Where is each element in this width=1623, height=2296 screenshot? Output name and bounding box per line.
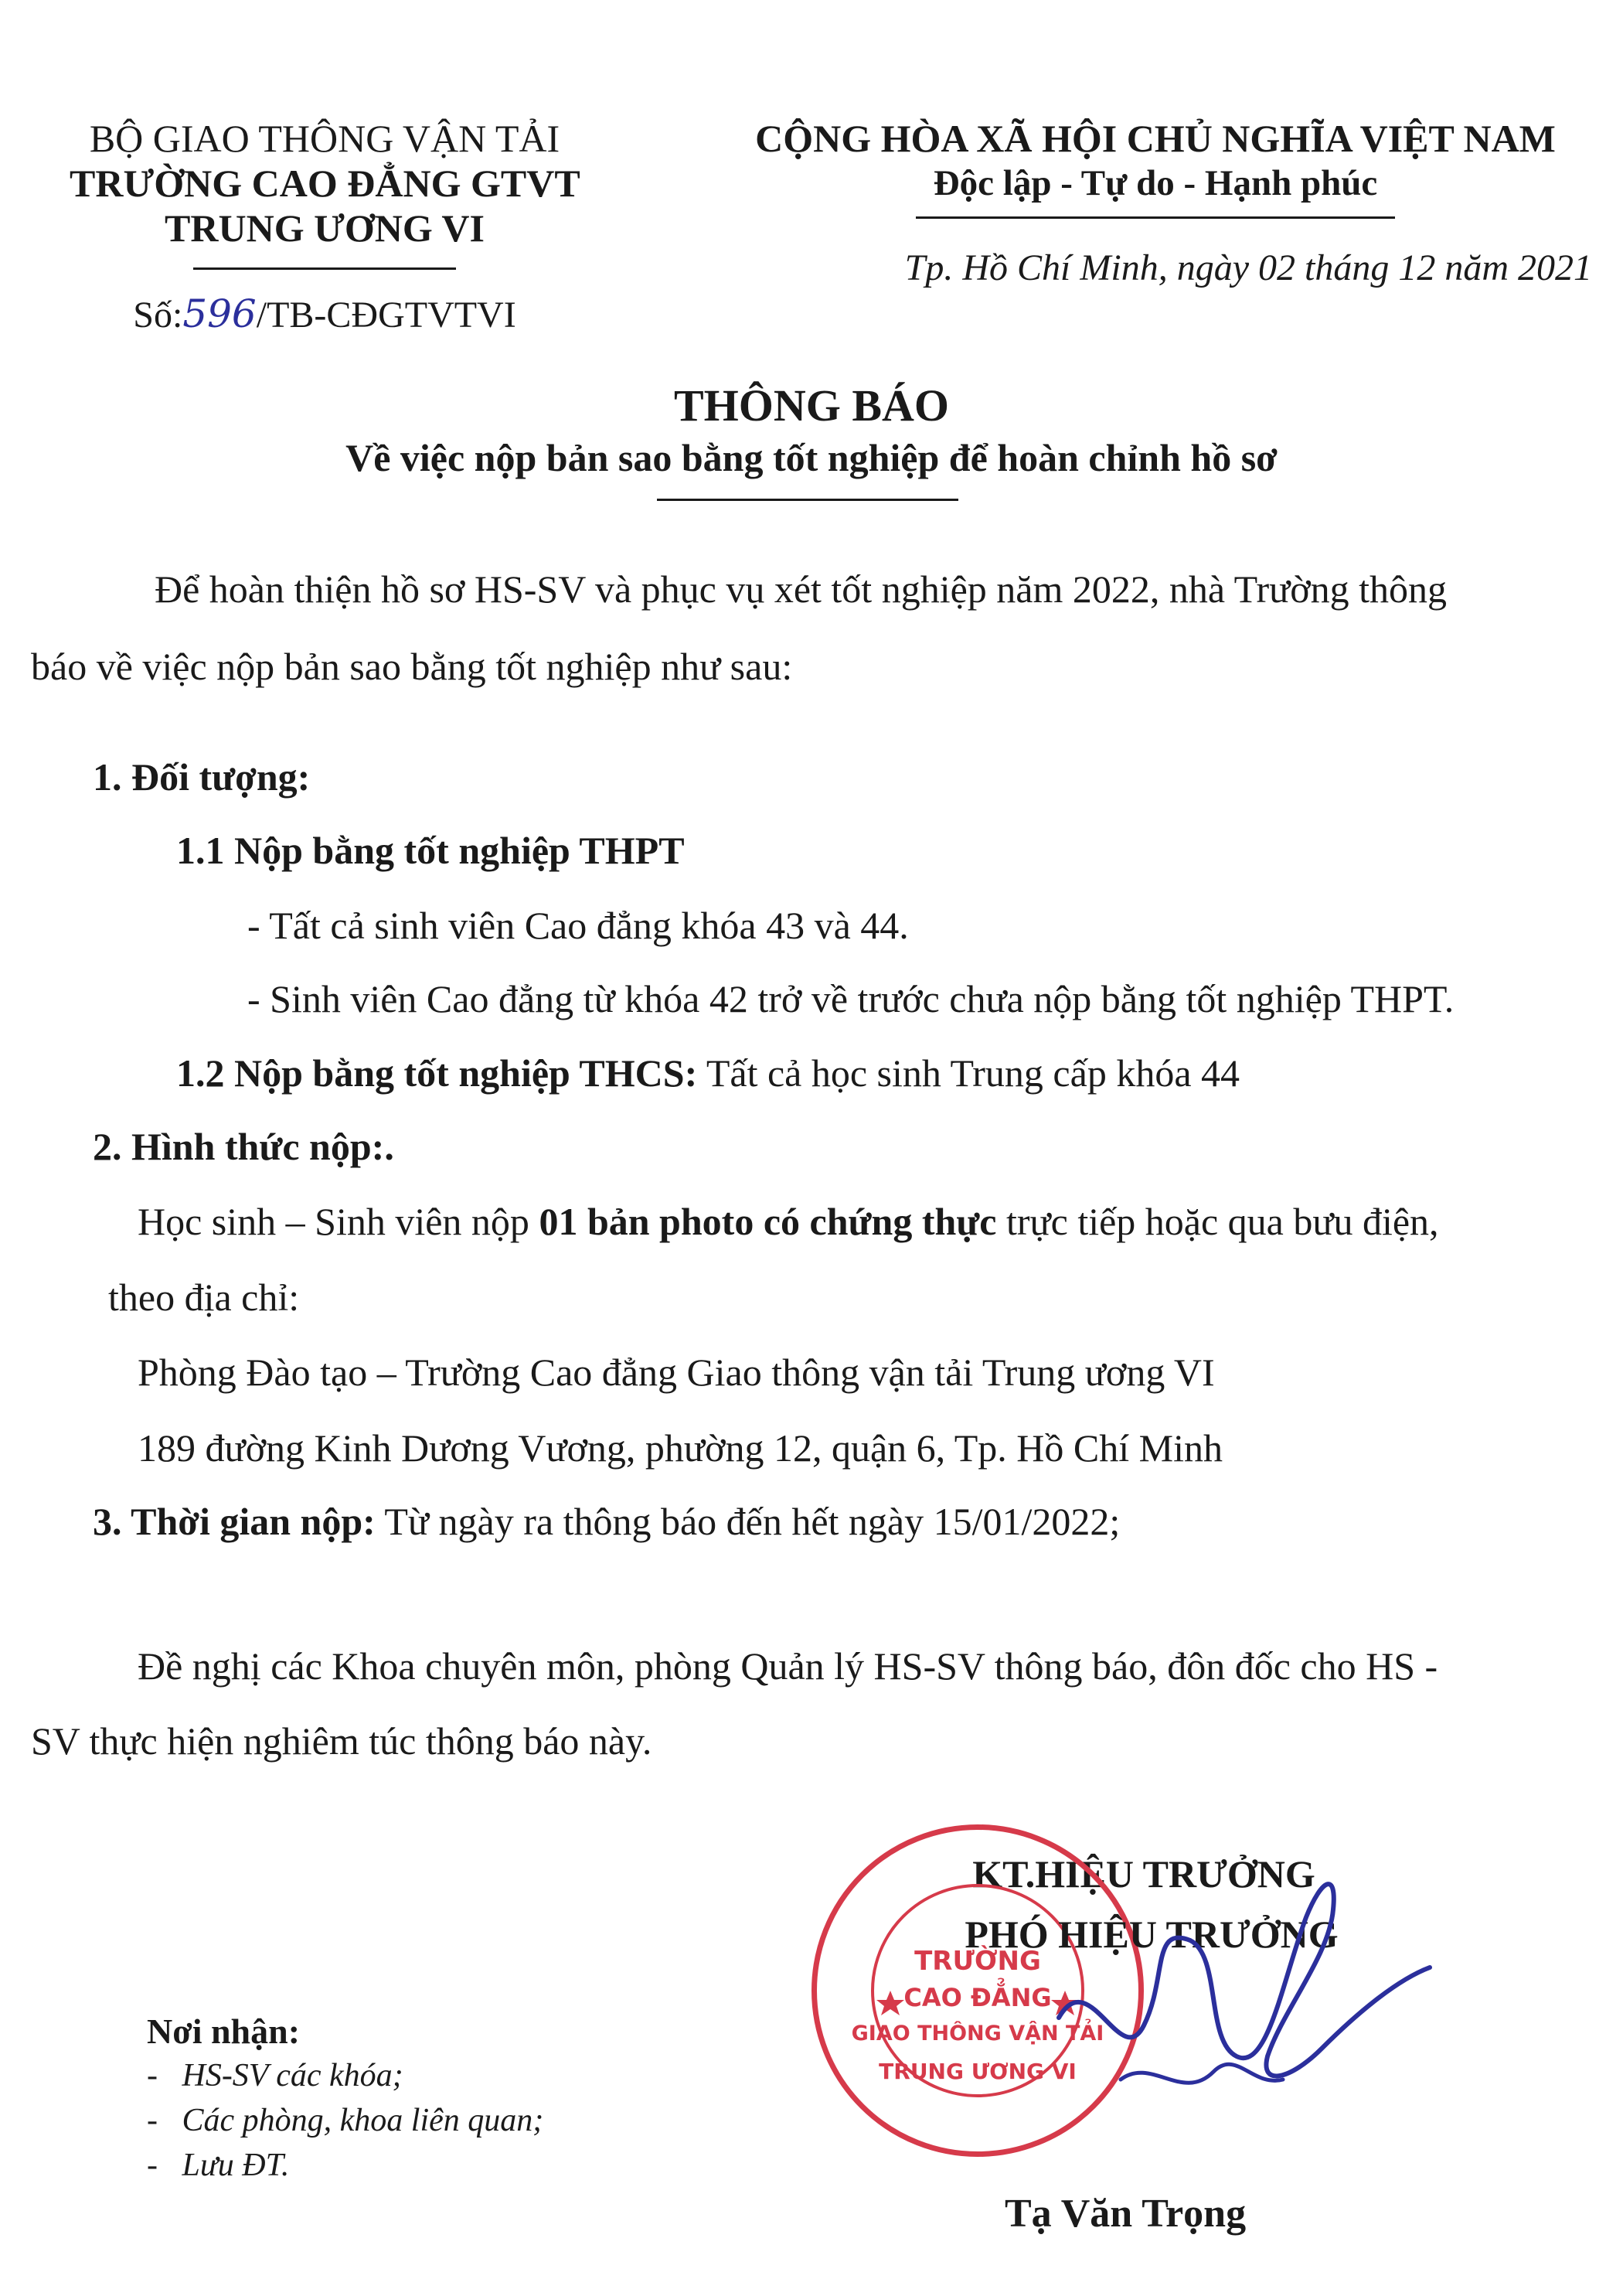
section-2-heading: 2. Hình thức nộp:. — [93, 1125, 394, 1168]
intro-line-2: báo về việc nộp bản sao bằng tốt nghiệp như sau: — [31, 645, 793, 688]
section-2-line-1-post: trực tiếp hoặc qua bưu điện, — [996, 1200, 1439, 1243]
address-line-1: Phòng Đào tạo – Trường Cao đẳng Giao thông vận tải Trung ương VI — [138, 1351, 1215, 1394]
number-suffix: /TB-CĐGTVTVI — [256, 295, 516, 336]
signature-scribble-icon — [1028, 1824, 1461, 2149]
closing-line-2: SV thực hiện nghiêm túc thông báo này. — [31, 1719, 652, 1763]
address-line-2: 189 đường Kinh Dương Vương, phường 12, quận 6, Tp. Hồ Chí Minh — [138, 1426, 1223, 1470]
intro-line-1: Để hoàn thiện hồ sơ HS-SV và phục vụ xét tốt nghiệp năm 2022, nhà Trường thông — [155, 567, 1448, 611]
stamp-text-1: TRƯỜNG — [914, 1946, 1041, 1977]
section-3-text: Từ ngày ra thông báo đến hết ngày 15/01/2022; — [375, 1500, 1121, 1543]
section-3-line — [93, 1498, 1120, 1545]
stamp-text-3: GIAO THÔNG VẬN TẢI — [851, 2022, 1104, 2046]
title-rule — [657, 499, 958, 501]
stamp-text-2: CAO ĐẲNG — [903, 1983, 1052, 2012]
section-3-heading: 3. Thời gian nộp: — [93, 1500, 376, 1543]
section-1-2-heading: 1.2 Nộp bằng tốt nghiệp THCS: — [176, 1051, 698, 1095]
recipient-item: - HS-SV các khóa; — [147, 2058, 403, 2093]
section-2-line-1-bold: 01 bản photo có chứng thực — [539, 1200, 997, 1243]
motto-rule — [916, 216, 1395, 219]
closing-line-1: Đề nghị các Khoa chuyên môn, phòng Quản lý HS-SV thông báo, đôn đốc cho HS - — [138, 1644, 1438, 1688]
school-name-line1: TRƯỜNG CAO ĐẲNG GTVT — [70, 162, 580, 205]
issuer-block — [70, 116, 580, 338]
recipients-block — [147, 2010, 543, 2188]
recipients-heading: Nơi nhận: — [147, 2012, 301, 2051]
section-1-1-item-1: - Tất cả sinh viên Cao đẳng khóa 43 và 44. — [247, 904, 909, 947]
signer-name: Tạ Văn Trọng — [1005, 2192, 1247, 2236]
document-number — [70, 291, 580, 338]
section-1-1-item-2: - Sinh viên Cao đẳng từ khóa 42 trở về trước chưa nộp bằng tốt nghiệp THPT. — [247, 977, 1455, 1020]
national-motto: Độc lập - Tự do - Hạnh phúc — [933, 163, 1378, 203]
country-name: CỘNG HÒA XÃ HỘI CHỦ NGHĨA VIỆT NAM — [755, 117, 1556, 160]
national-header — [711, 116, 1600, 219]
section-2-line-1-pre: Học sinh – Sinh viên nộp — [138, 1200, 539, 1243]
school-name-line2: TRUNG ƯƠNG VI — [165, 206, 485, 250]
number-prefix: Số: — [133, 295, 183, 336]
section-2-line-1 — [138, 1198, 1439, 1245]
issuer-rule — [193, 267, 456, 270]
section-1-2-line — [176, 1050, 1240, 1096]
number-handwritten: 596 — [182, 291, 257, 336]
section-1-2-text: Tất cả học sinh Trung cấp khóa 44 — [697, 1051, 1240, 1095]
section-1-1-heading: 1.1 Nộp bằng tốt nghiệp THPT — [176, 829, 685, 872]
place-date: Tp. Hồ Chí Minh, ngày 02 tháng 12 năm 2021 — [904, 247, 1592, 288]
signature-title-1: KT.HIỆU TRƯỞNG — [972, 1852, 1315, 1896]
section-2-line-2: theo địa chỉ: — [108, 1276, 300, 1319]
section-1-heading: 1. Đối tượng: — [93, 755, 311, 799]
document-subtitle: Về việc nộp bản sao bằng tốt nghiệp để hoàn chỉnh hồ sơ — [345, 436, 1278, 479]
recipient-item: - Lưu ĐT. — [147, 2148, 290, 2183]
recipient-item: - Các phòng, khoa liên quan; — [147, 2103, 544, 2138]
document-title: THÔNG BÁO — [673, 380, 950, 431]
signature-title-2: PHÓ HIỆU TRƯỞNG — [965, 1913, 1339, 1956]
stamp-text-4: TRUNG ƯƠNG VI — [879, 2059, 1077, 2084]
ministry-name: BỘ GIAO THÔNG VẬN TẢI — [89, 117, 560, 160]
